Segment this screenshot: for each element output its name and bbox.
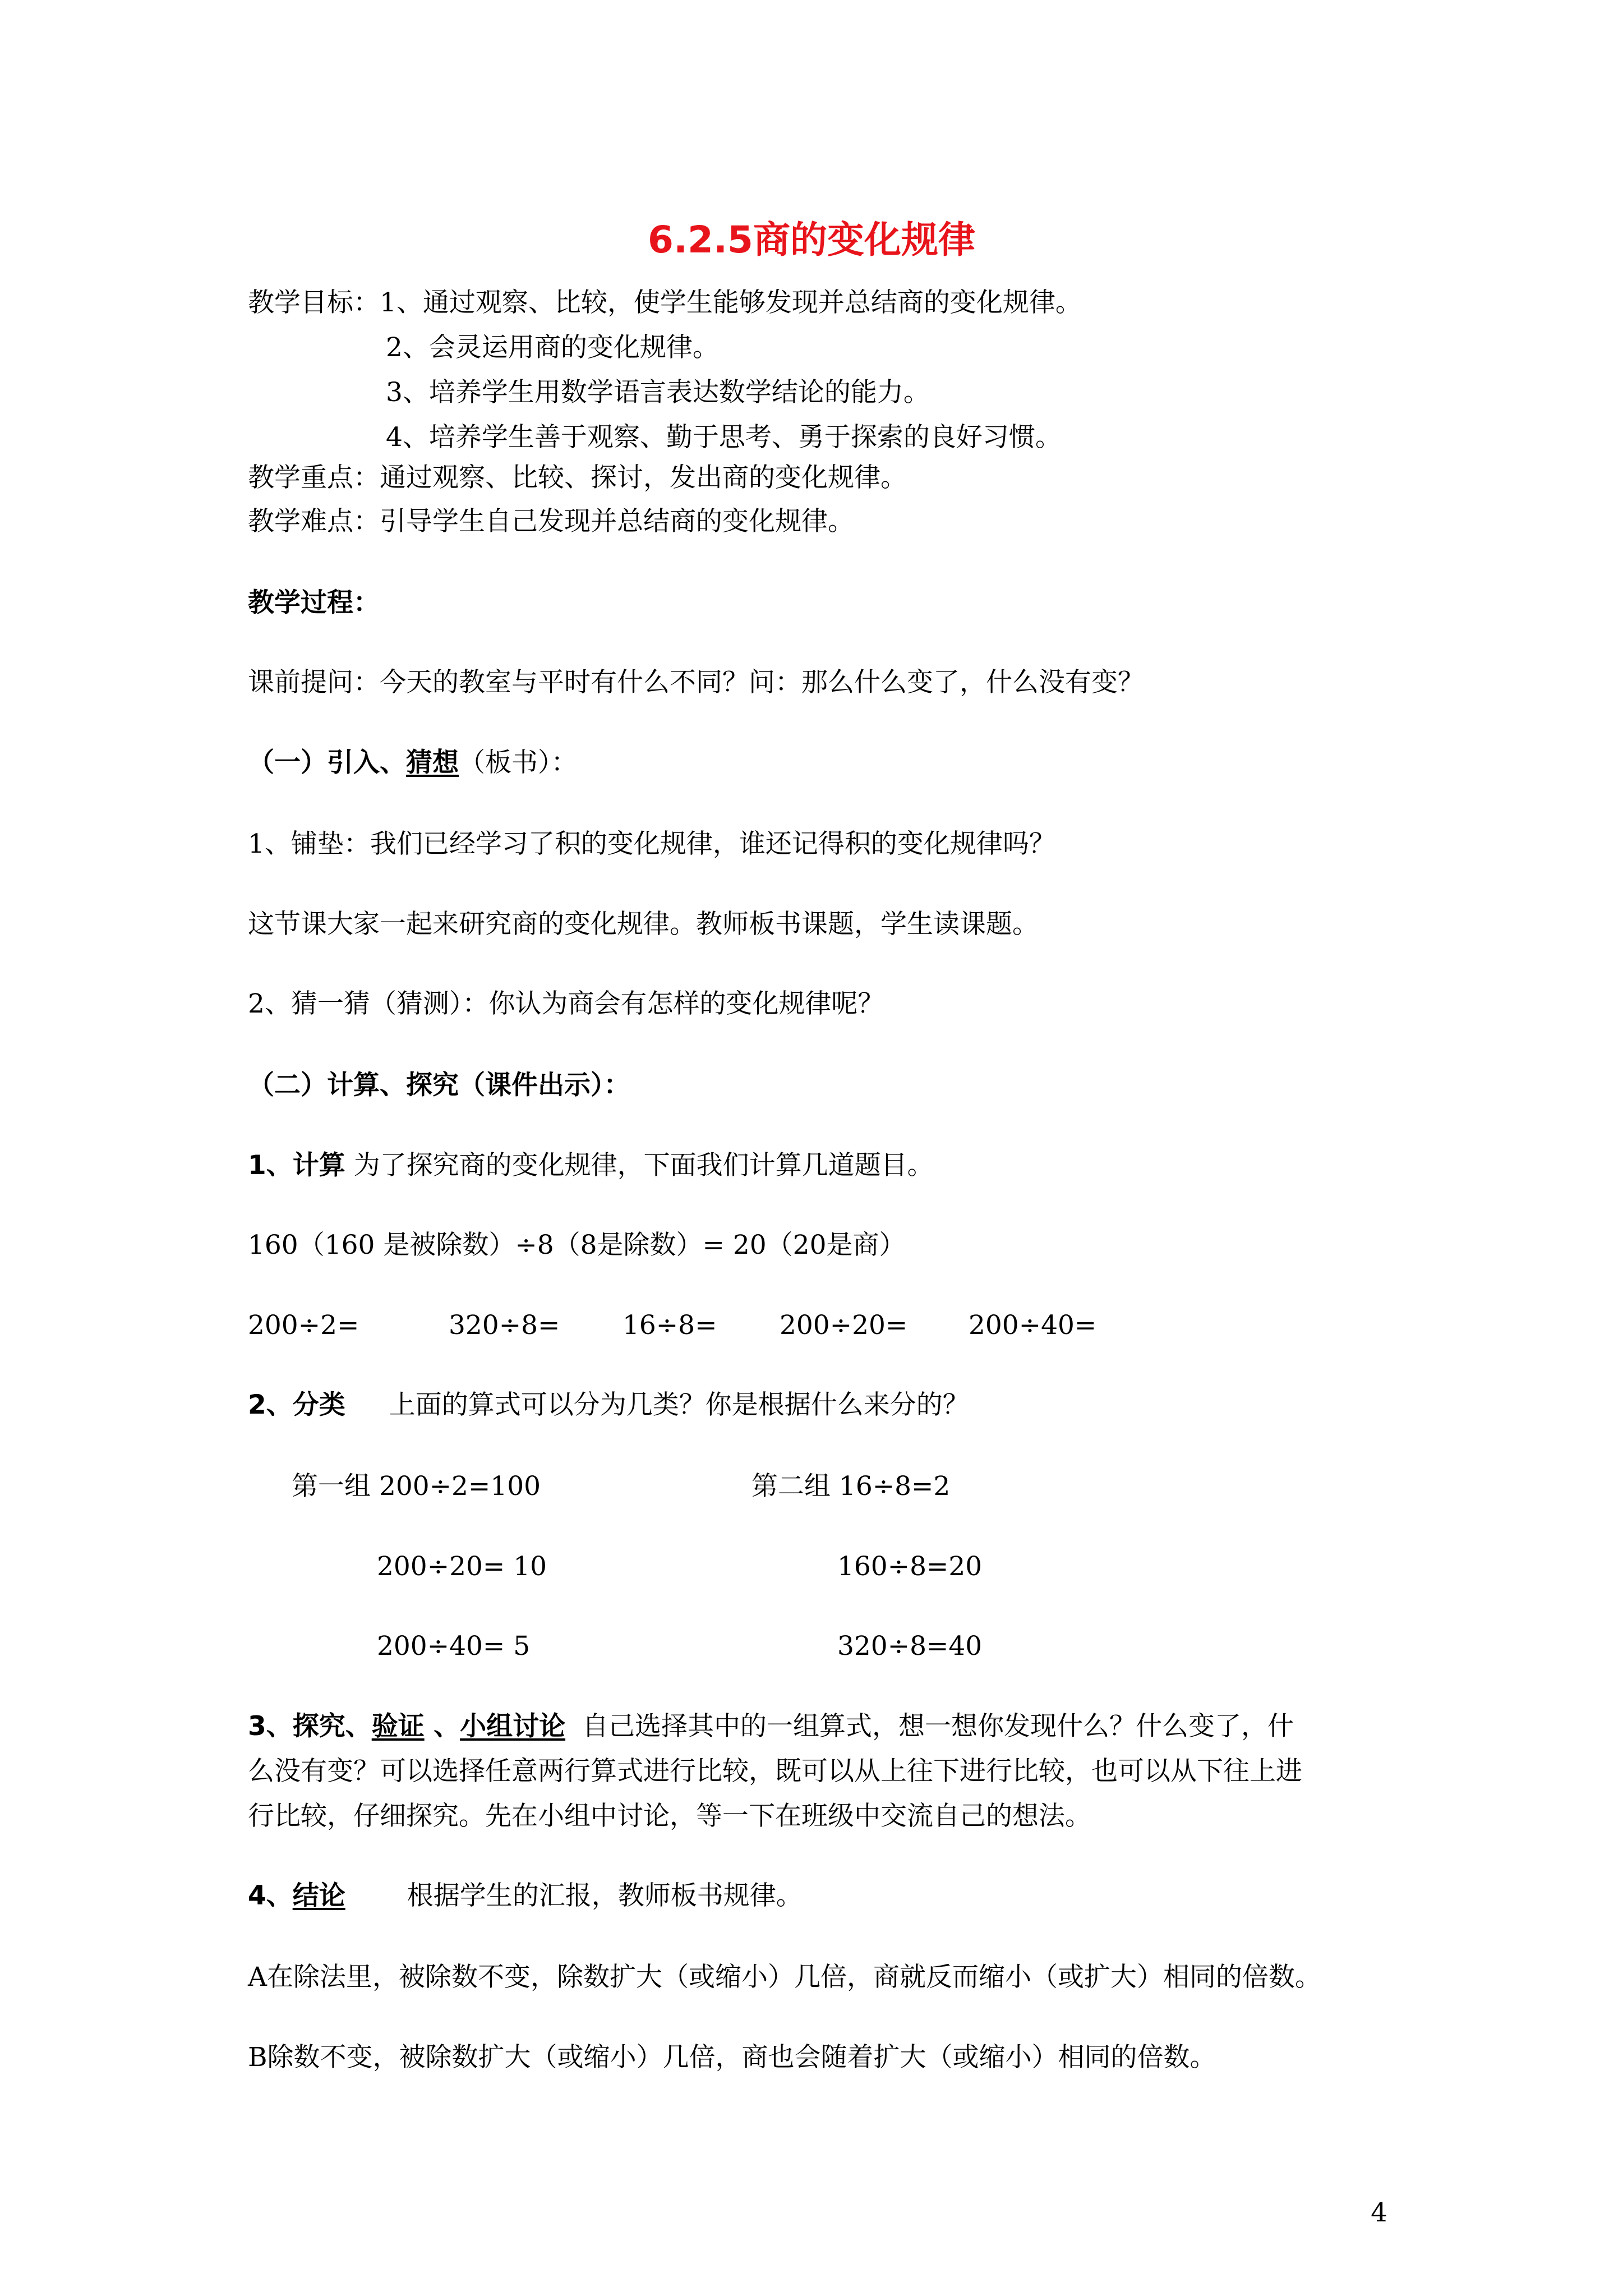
conclusion-line bbox=[248, 1879, 803, 1913]
classify-line bbox=[248, 1388, 969, 1422]
pre-question: 课前提问：今天的教室与平时有什么不同？问：那么什么变了，什么没有变？ bbox=[248, 667, 1144, 698]
page-number: 4 bbox=[1371, 2197, 1387, 2228]
objective-item: 1、通过观察、比较，使学生能够发现并总结商的变化规律。 bbox=[380, 287, 1082, 318]
section1-underlined: 猜想 bbox=[406, 747, 459, 778]
classify-label: 2、分类 bbox=[248, 1389, 345, 1420]
paragraph: 这节课大家一起来研究商的变化规律。教师板书课题，学生读课题。 bbox=[248, 909, 1039, 940]
section1-heading bbox=[248, 746, 578, 780]
paragraph: 2、猜一猜（猜测）：你认为商会有怎样的变化规律呢？ bbox=[248, 988, 884, 1019]
group2-row: 第二组 16÷8=2 bbox=[751, 1471, 951, 1502]
group2-row: 320÷8=40 bbox=[837, 1631, 983, 1662]
section2-heading: （二）计算、探究（课件出示）： bbox=[248, 1070, 630, 1101]
conclusion-text: 根据学生的汇报，教师板书规律。 bbox=[407, 1880, 803, 1911]
objectives-label: 教学目标： bbox=[248, 287, 380, 318]
conclusion-label-underlined: 结论 bbox=[292, 1880, 345, 1911]
group1-row: 200÷20= 10 bbox=[377, 1551, 547, 1582]
classify-text: 上面的算式可以分为几类？你是根据什么来分的？ bbox=[389, 1389, 969, 1420]
calc-label: 1、计算 bbox=[248, 1150, 345, 1181]
example-equation: 160（160 是被除数）÷8（8是除数）= 20（20是商） bbox=[248, 1230, 906, 1260]
explore-label-underlined: 验证 bbox=[371, 1711, 425, 1742]
explore-label-sep: 、 bbox=[424, 1711, 460, 1742]
calc-line bbox=[248, 1149, 934, 1182]
document-title: 6.2.5商的变化规律 bbox=[648, 218, 975, 261]
group2-row: 160÷8=20 bbox=[837, 1551, 983, 1582]
explore-line-3: 行比较，仔细探究。先在小组中讨论，等一下在班级中交流自己的想法。 bbox=[248, 1801, 1091, 1832]
exercise: 200÷20= bbox=[780, 1310, 908, 1341]
group1-row: 第一组 200÷2=100 bbox=[292, 1471, 541, 1502]
rule-b: B除数不变，被除数扩大（或缩小）几倍，商也会随着扩大（或缩小）相同的倍数。 bbox=[248, 2042, 1216, 2073]
explore-label-underlined: 小组讨论 bbox=[460, 1711, 566, 1742]
process-heading: 教学过程： bbox=[248, 587, 380, 618]
objectives-line-1 bbox=[248, 286, 1082, 320]
exercise: 200÷2= bbox=[248, 1310, 359, 1341]
rule-a: A在除法里，被除数不变，除数扩大（或缩小）几倍，商就反而缩小（或扩大）相同的倍数。 bbox=[248, 1962, 1321, 1993]
paragraph: 1、铺垫：我们已经学习了积的变化规律，谁还记得积的变化规律吗？ bbox=[248, 829, 1055, 859]
explore-line-2: 么没有变？可以选择任意两行算式进行比较，既可以从上往下进行比较，也可以从下往上进 bbox=[248, 1756, 1302, 1787]
group1-row: 200÷40= 5 bbox=[377, 1631, 531, 1662]
key-point: 教学重点：通过观察、比较、探讨，发出商的变化规律。 bbox=[248, 462, 907, 493]
exercise: 320÷8= bbox=[449, 1310, 560, 1341]
objective-item: 4、培养学生善于观察、勤于思考、勇于探索的良好习惯。 bbox=[386, 422, 1062, 453]
conclusion-label: 4、 bbox=[248, 1880, 293, 1911]
exercise: 200÷40= bbox=[969, 1310, 1097, 1341]
calc-text: 为了探究商的变化规律，下面我们计算几道题目。 bbox=[345, 1150, 934, 1181]
explore-text: 自己选择其中的一组算式，想一想你发现什么？什么变了，什 bbox=[565, 1711, 1294, 1742]
objective-item: 3、培养学生用数学语言表达数学结论的能力。 bbox=[386, 377, 930, 408]
objective-item: 2、会灵运用商的变化规律。 bbox=[386, 332, 719, 363]
explore-line-1 bbox=[248, 1710, 1294, 1743]
section1-prefix: （一）引入、 bbox=[248, 747, 406, 778]
section1-suffix: （板书）： bbox=[459, 747, 578, 778]
exercise: 16÷8= bbox=[623, 1310, 717, 1341]
explore-label: 3、探究、 bbox=[248, 1711, 372, 1742]
difficulty: 教学难点：引导学生自己发现并总结商的变化规律。 bbox=[248, 506, 854, 537]
